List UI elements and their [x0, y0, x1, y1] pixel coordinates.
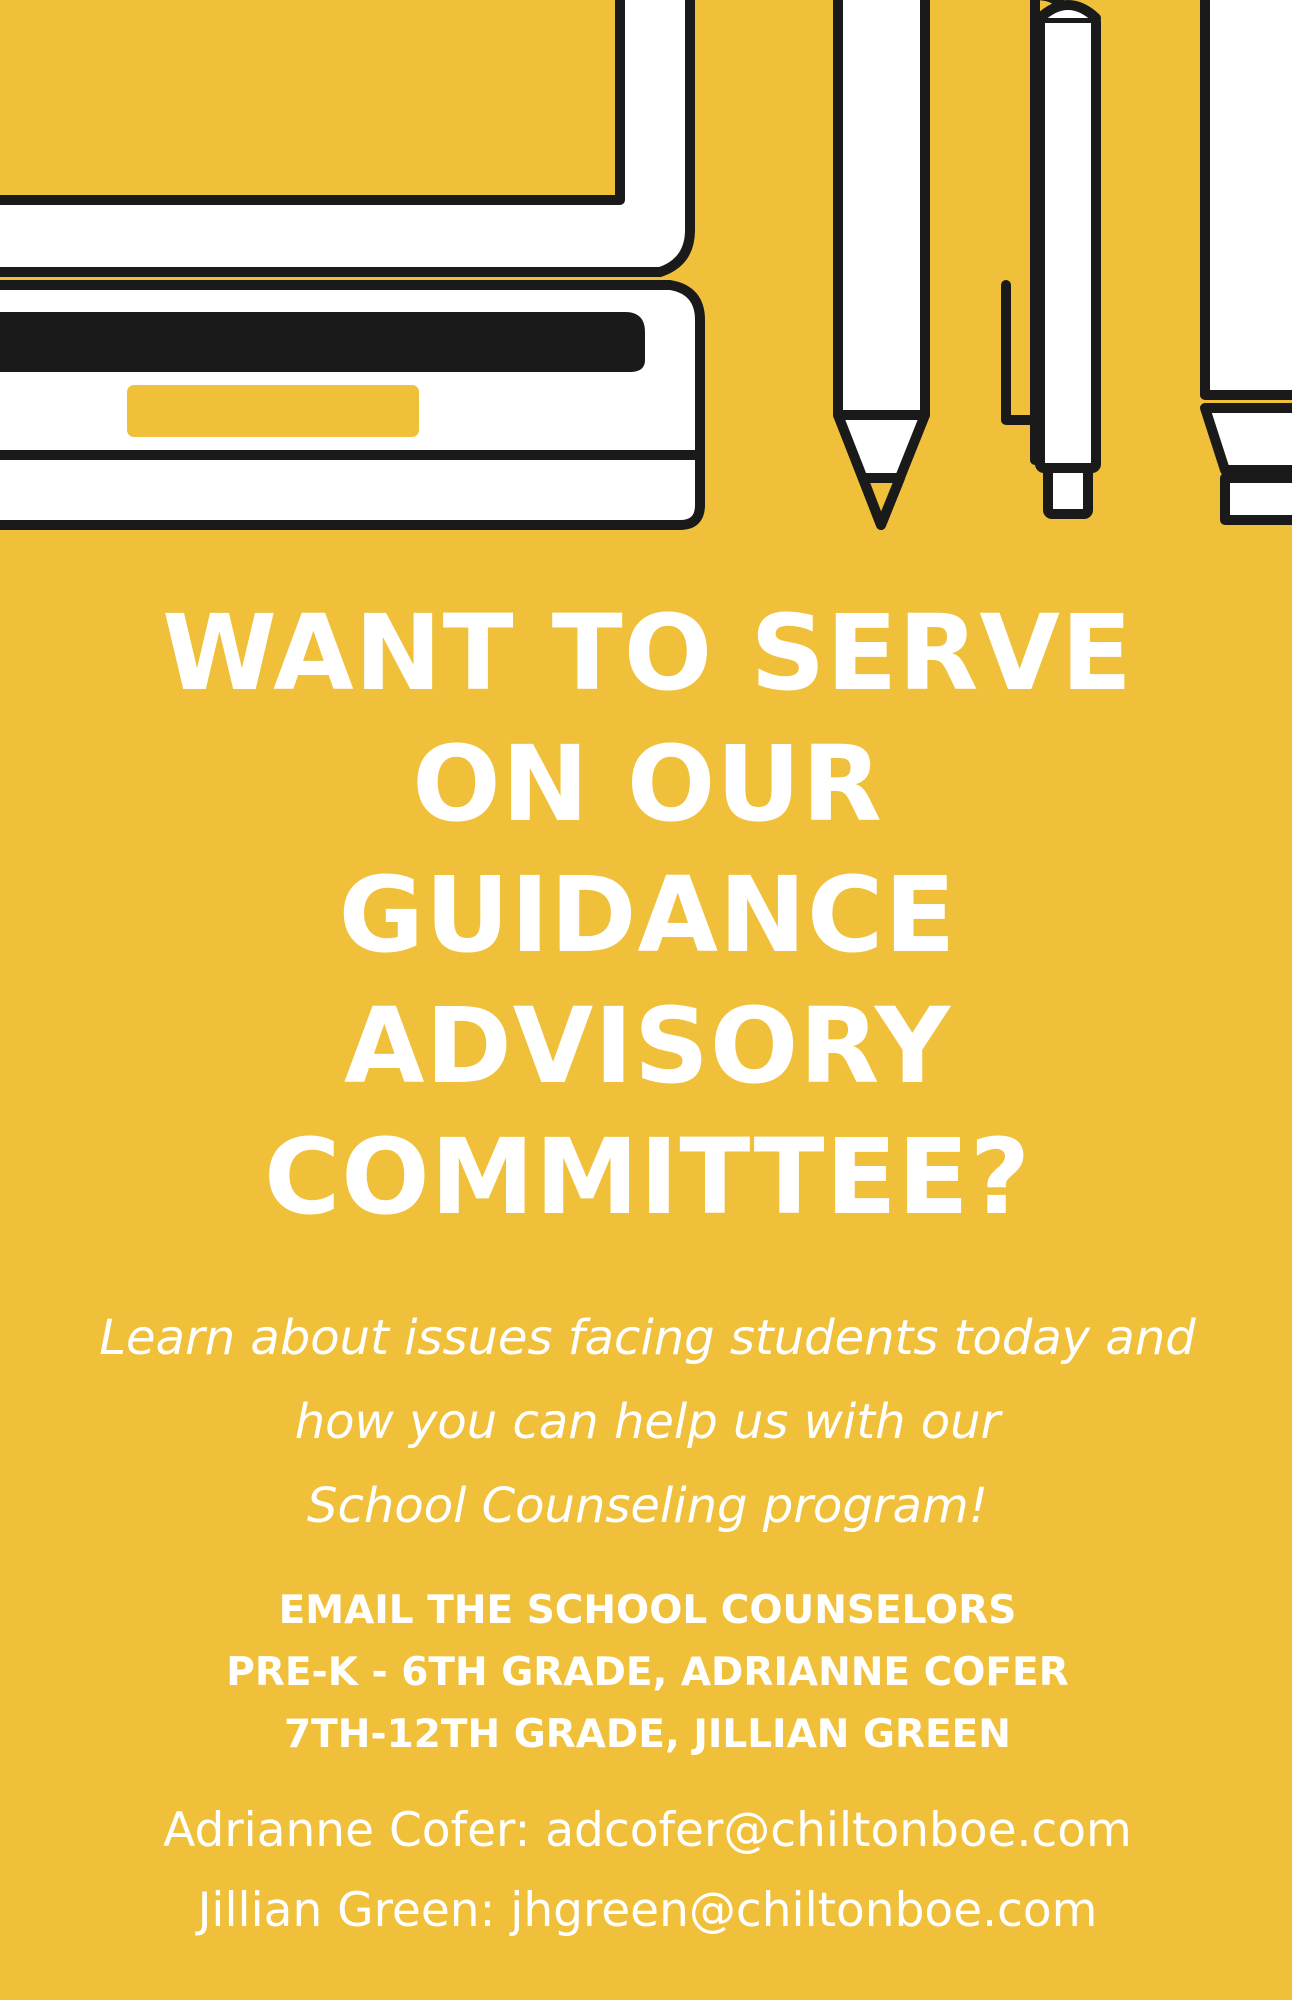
headline-line: ADVISORY — [343, 985, 951, 1107]
contacts-heading-line: 7TH-12TH GRADE, JILLIAN GREEN — [284, 1712, 1011, 1757]
tagline-line: School Counseling program! — [307, 1478, 988, 1534]
headline-line: WANT TO SERVE — [162, 592, 1133, 714]
headline-line: COMMITTEE? — [263, 1116, 1032, 1238]
email-adrianne-cofer: Adrianne Cofer: adcofer@chiltonboe.com — [163, 1803, 1132, 1858]
tagline-line: Learn about issues facing students today and — [99, 1310, 1196, 1366]
headline — [0, 588, 1295, 1243]
laptop-icon — [0, 0, 700, 525]
school-supplies-illustration — [0, 0, 1295, 540]
tagline — [0, 1296, 1295, 1548]
marker-icon — [1205, 0, 1295, 520]
contacts-heading-line: PRE-K - 6TH GRADE, ADRIANNE COFER — [226, 1650, 1069, 1695]
email-jillian-green: Jillian Green: jhgreen@chiltonboe.com — [197, 1883, 1098, 1938]
pencil-icon — [838, 0, 925, 525]
contacts-heading — [0, 1580, 1295, 1766]
contacts-heading-line: EMAIL THE SCHOOL COUNSELORS — [278, 1588, 1017, 1633]
pen-icon — [1006, 0, 1096, 514]
tagline-line: how you can help us with our — [294, 1394, 1001, 1450]
headline-line: GUIDANCE — [338, 854, 957, 976]
headline-line: ON OUR — [412, 723, 883, 845]
email-list — [0, 1791, 1295, 1951]
